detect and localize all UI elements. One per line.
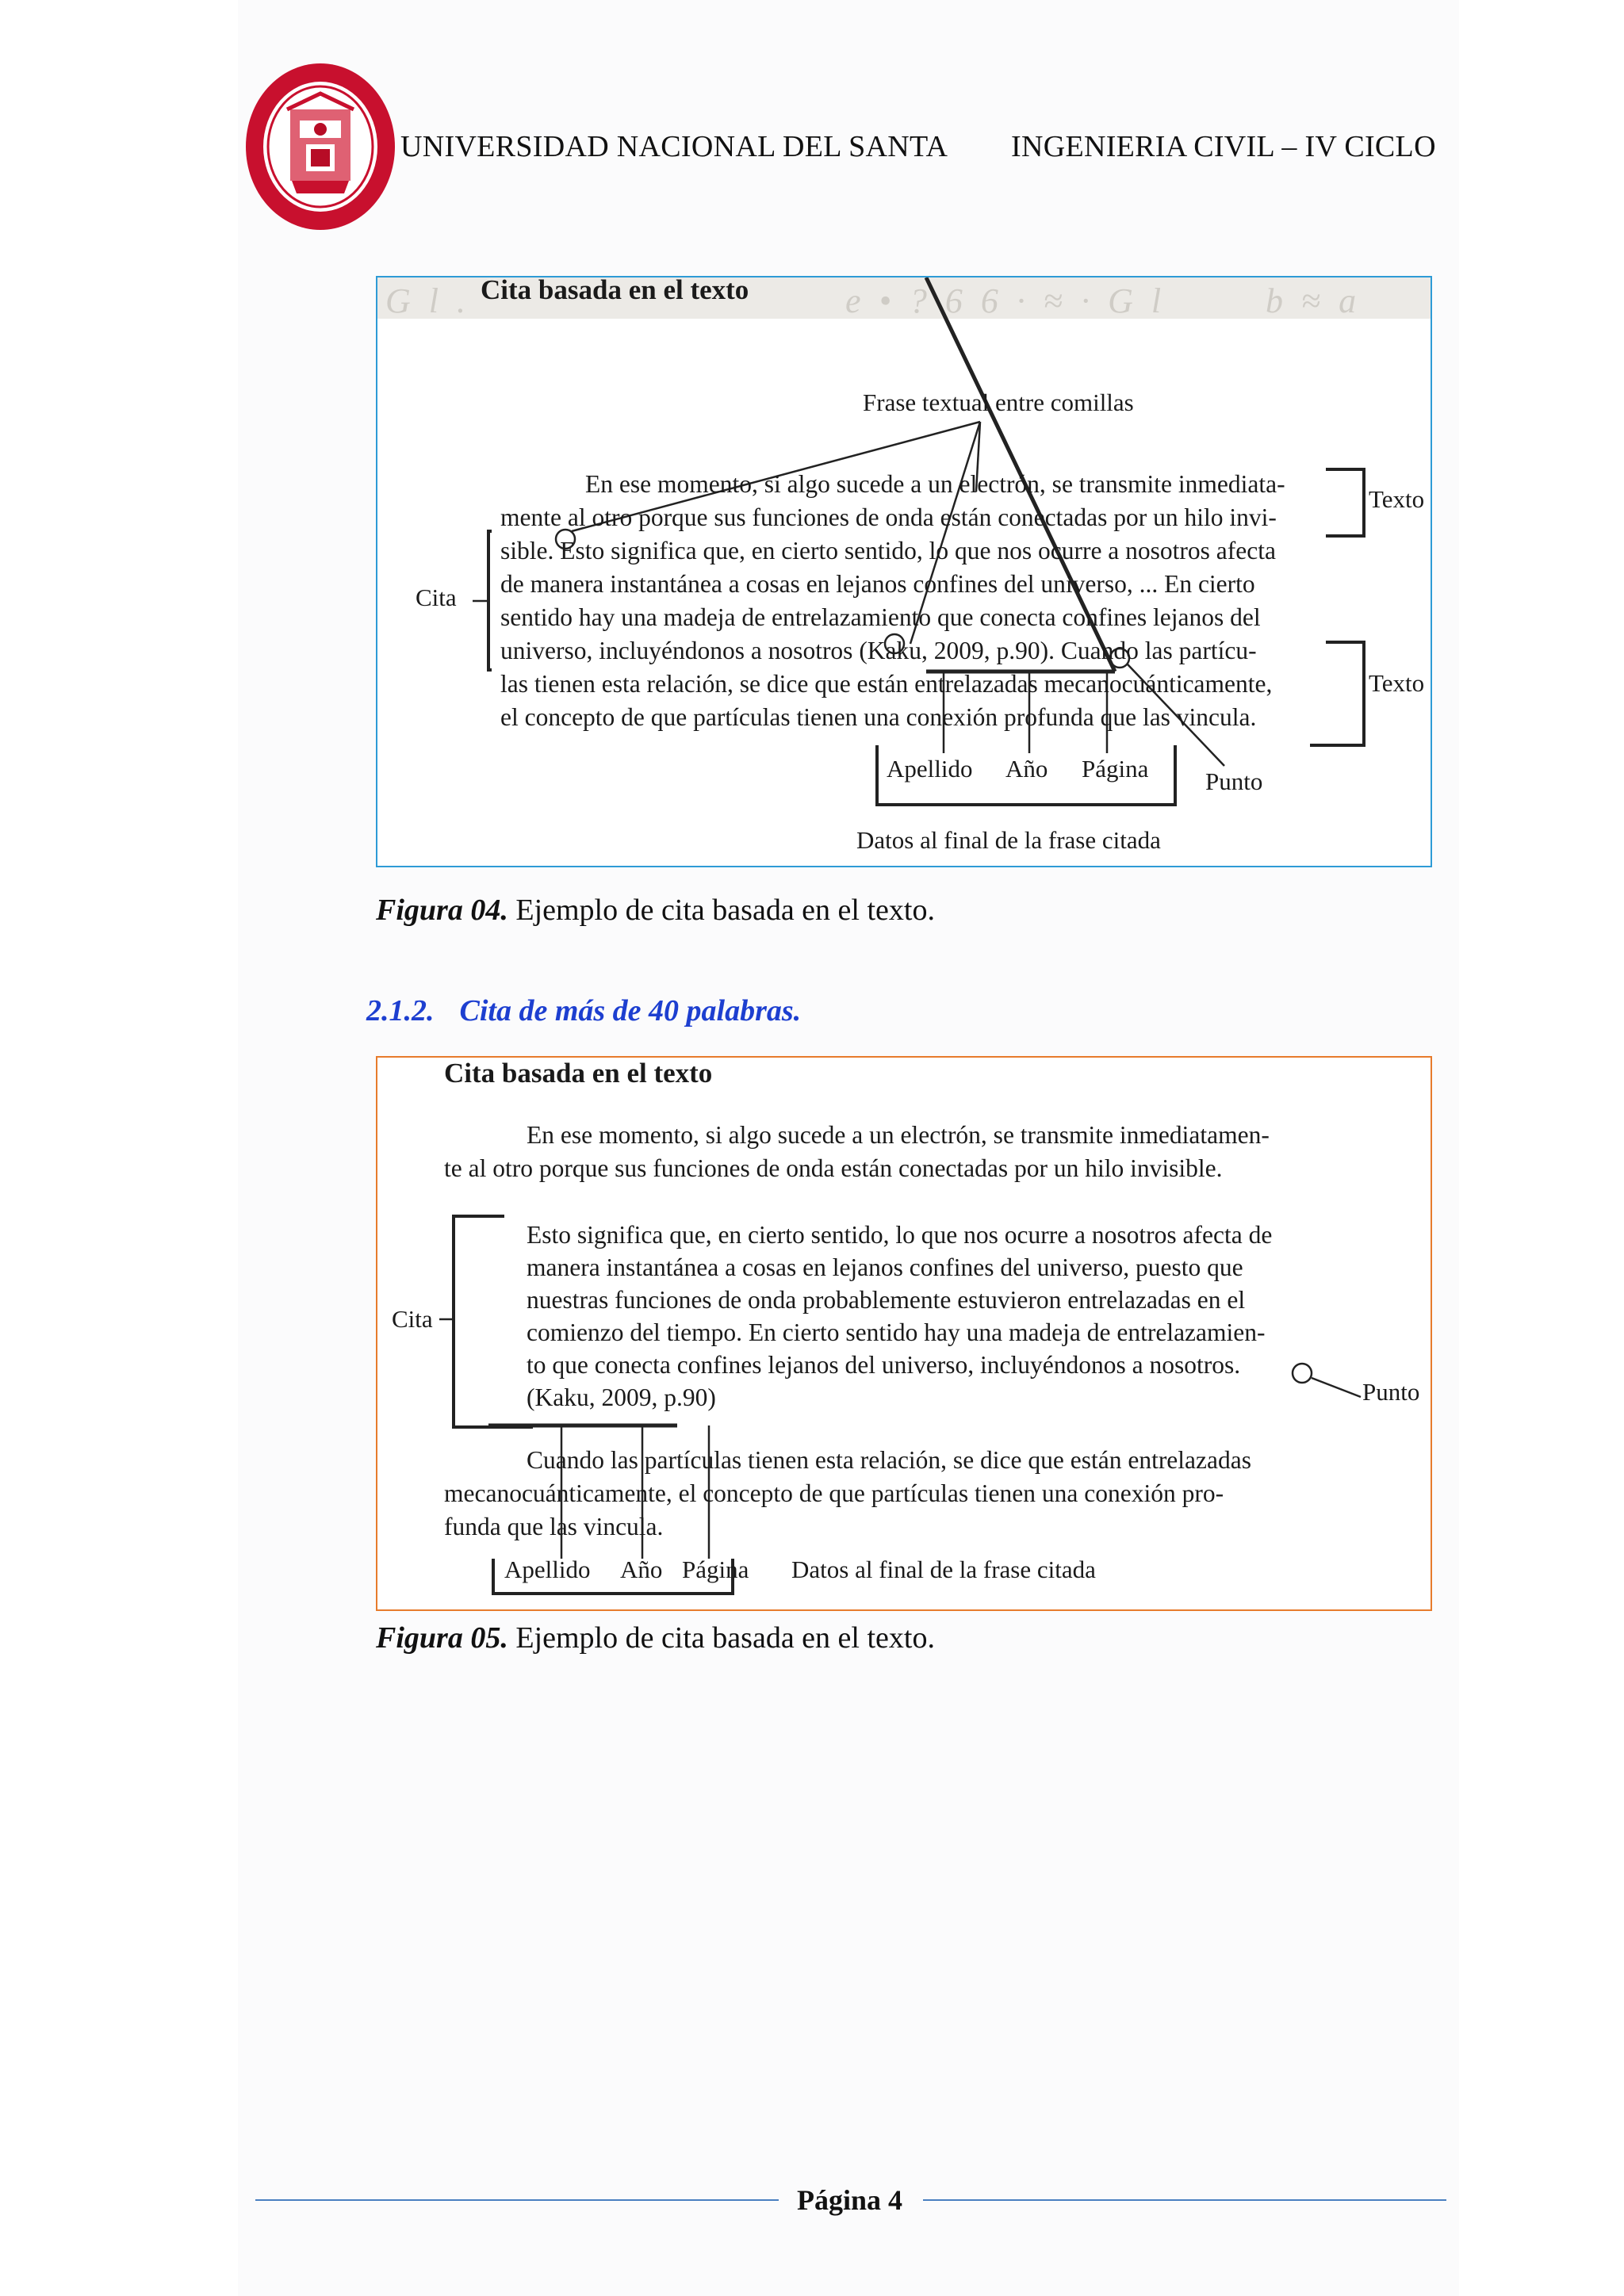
- section-heading: [366, 993, 801, 1028]
- quote-line: manera instantánea a cosas en lejanos confines del universo, puesto que: [527, 1253, 1243, 1281]
- label-apellido: Apellido: [504, 1556, 591, 1583]
- label-pagina: Página: [1082, 755, 1149, 783]
- label-texto-bottom: Texto: [1369, 669, 1425, 697]
- paragraph-line: las tienen esta relación, se dice que están entrelazadas mecanocuánticamente,: [500, 670, 1273, 698]
- quote-citation: (Kaku, 2009, p.90): [527, 1383, 716, 1411]
- section-title: Cita de más de 40 palabras.: [459, 994, 802, 1027]
- caption-label: Figura 05.: [376, 1621, 508, 1655]
- header-program: INGENIERIA CIVIL – IV CICLO: [1011, 130, 1436, 163]
- intro-line: En ese momento, si algo sucede a un electrón, se transmite inmediatamen-: [527, 1121, 1270, 1149]
- after-line: funda que las vincula.: [444, 1513, 664, 1540]
- strip-decoration: b ≈ a: [1266, 281, 1362, 320]
- label-anio: Año: [1005, 755, 1048, 783]
- paragraph-line: de manera instantánea a cosas en lejanos confines del universo, ... En cierto: [500, 570, 1255, 598]
- label-texto-top: Texto: [1369, 485, 1425, 513]
- university-seal-logo: [244, 62, 396, 232]
- label-cita: Cita: [392, 1305, 433, 1333]
- figure-05-caption: [376, 1621, 935, 1655]
- label-anio: Año: [620, 1556, 663, 1583]
- intro-line: te al otro porque sus funciones de onda están conectadas por un hilo invisible.: [444, 1154, 1223, 1182]
- quote-line: nuestras funciones de onda probablemente estuvieron entrelazadas en el: [527, 1286, 1246, 1314]
- paragraph-line: universo, incluyéndonos a nosotros (Kaku, 2009, p.90). Cuando las partícu-: [500, 637, 1257, 664]
- label-datos: Datos al final de la frase citada: [856, 826, 1161, 854]
- figure-04-caption: [376, 893, 935, 928]
- label-punto: Punto: [1362, 1378, 1420, 1406]
- figure-05: [376, 1056, 1432, 1611]
- caption-label: Figura 04.: [376, 894, 508, 927]
- paragraph-line: sentido hay una madeja de entrelazamiento que conecta confines lejanos del: [500, 603, 1261, 631]
- label-frase-textual: Frase textual entre comillas: [863, 388, 1134, 416]
- after-line: mecanocuánticamente, el concepto de que partículas tienen una conexión pro-: [444, 1479, 1224, 1507]
- strip-decoration: G l .: [385, 281, 470, 320]
- paragraph-line: el concepto de que partículas tienen una conexión profunda que las vincula.: [500, 703, 1257, 731]
- section-number: 2.1.2.: [366, 994, 435, 1027]
- quote-line: Esto significa que, en cierto sentido, lo que nos ocurre a nosotros afecta de: [527, 1221, 1273, 1249]
- footer-rule-right: [923, 2199, 1446, 2201]
- label-pagina: Página: [682, 1556, 749, 1583]
- strip-decoration: e • ? 6 6 · ≈ · G l: [845, 281, 1166, 320]
- header-university: UNIVERSIDAD NACIONAL DEL SANTA: [400, 130, 948, 163]
- figure-04: [376, 276, 1432, 867]
- footer-rule-left: [255, 2199, 779, 2201]
- paragraph-line: mente al otro porque sus funciones de onda están conectadas por un hilo invi-: [500, 503, 1277, 531]
- caption-text: Ejemplo de cita basada en el texto.: [508, 1621, 935, 1655]
- label-cita: Cita: [416, 584, 457, 611]
- label-apellido: Apellido: [887, 755, 973, 783]
- after-line: Cuando las partículas tienen esta relación, se dice que están entrelazadas: [527, 1446, 1251, 1474]
- paragraph-line: En ese momento, si algo sucede a un electrón, se transmite inmediata-: [585, 470, 1285, 498]
- figure-title: Cita basada en el texto: [481, 274, 749, 305]
- label-punto: Punto: [1205, 767, 1263, 795]
- quote-line: to que conecta confines lejanos del universo, incluyéndonos a nosotros.: [527, 1351, 1241, 1379]
- page-number: Página 4: [797, 2184, 903, 2216]
- quote-line: comienzo del tiempo. En cierto sentido hay una madeja de entrelazamien-: [527, 1318, 1266, 1346]
- figure-title: Cita basada en el texto: [444, 1058, 713, 1089]
- paragraph-line: sible. Esto significa que, en cierto sentido, lo que nos ocurre a nosotros afecta: [500, 537, 1276, 564]
- caption-text: Ejemplo de cita basada en el texto.: [508, 894, 935, 927]
- label-datos: Datos al final de la frase citada: [791, 1556, 1096, 1583]
